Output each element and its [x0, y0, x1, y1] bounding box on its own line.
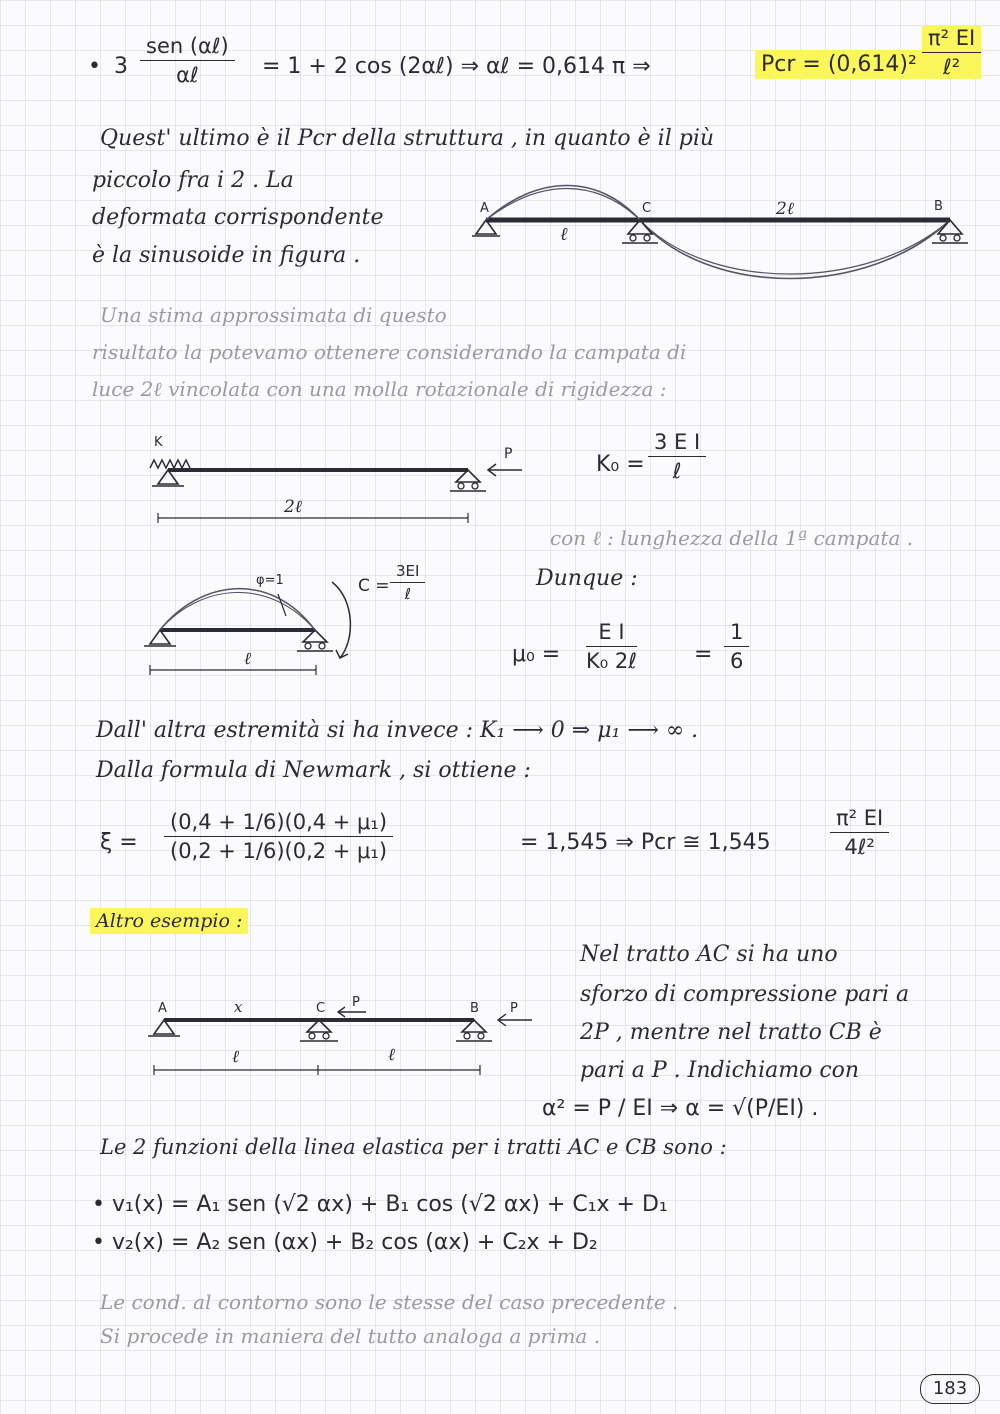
mu0-rden: 6	[730, 649, 744, 673]
fig1-label-2l: 2ℓ	[776, 199, 794, 219]
eq1-rhs: = 1 + 2 cos (2αℓ) ⇒ αℓ = 0,614 π ⇒	[262, 54, 651, 79]
xi-den: (0,2 + 1/6)(0,2 + μ₁)	[170, 839, 388, 863]
fig3-c-den: ℓ	[404, 585, 411, 603]
page-number: 183	[920, 1374, 980, 1404]
fig1-label-b: B	[934, 199, 943, 214]
mu0-eq: =	[694, 642, 713, 667]
eq1-pcr-den: ℓ²	[943, 55, 961, 79]
k0-den: ℓ	[672, 459, 682, 483]
fig1-label-c: C	[642, 201, 652, 216]
k0-lhs: K₀ =	[596, 452, 645, 477]
para4-line4: pari a P . Indichiamo con	[580, 1058, 860, 1083]
fig4-label-a: A	[158, 1001, 167, 1016]
para2-line1: Una stima approssimata di questo	[100, 303, 447, 327]
fig3-label-c: C =	[358, 576, 390, 596]
fig4-label-p1: P	[352, 995, 360, 1010]
eq1-frac-num: sen (αℓ)	[140, 34, 235, 61]
mu0-lhs: μ₀ =	[512, 642, 561, 667]
para2-line3: luce 2ℓ vincolata con una molla rotazionale di rigidezza :	[92, 377, 667, 401]
altro-esempio: Altro esempio :	[90, 908, 248, 934]
eq1-coef: 3	[114, 54, 128, 79]
xi-pden: 4ℓ²	[844, 835, 875, 859]
bullet: •	[88, 54, 101, 79]
figure-sinusoid-beam	[468, 180, 988, 290]
para4-line3: 2P , mentre nel tratto CB è	[580, 1020, 882, 1045]
eq1-pcr-num: π² EI	[922, 26, 981, 53]
figure-spring-beam	[128, 430, 528, 530]
fig4-label-l2: ℓ	[388, 1045, 396, 1065]
para5-line1: Le 2 funzioni della linea elastica per i tratti AC e CB sono :	[100, 1135, 727, 1159]
para3-line1: Dall' altra estremità si ha invece : K₁ ⟶ 0 ⇒ μ₁ ⟶ ∞ .	[96, 718, 699, 743]
para1-line2: piccolo fra i 2 . La	[92, 168, 294, 193]
fig4-label-l1: ℓ	[232, 1047, 240, 1067]
para6-line2: Si procede in maniera del tutto analoga a prima .	[100, 1324, 601, 1348]
figure-two-span-beam	[140, 995, 540, 1088]
fig2-label-p: P	[504, 446, 513, 462]
para3-line2: Dalla formula di Newmark , si ottiene :	[96, 758, 531, 783]
mu0-num: E I	[586, 620, 637, 647]
fig4-label-b: B	[470, 1001, 479, 1016]
xi-result: = 1,545 ⇒ Pcr ≅ 1,545	[520, 830, 771, 855]
fig2-label-span: 2ℓ	[284, 497, 302, 517]
k0-num: 3 E I	[648, 430, 706, 457]
para4-line2: sforzo di compressione pari a	[580, 982, 910, 1007]
xi-pnum: π² EI	[830, 806, 889, 833]
fig4-label-c: C	[316, 1001, 326, 1016]
para4-line5: α² = P / EI ⇒ α = √(P/EI) .	[542, 1096, 819, 1121]
con-line: con ℓ : lunghezza della 1ª campata .	[550, 526, 914, 550]
para6-line1: Le cond. al contorno sono le stesse del caso precedente .	[100, 1290, 679, 1314]
xi-pcr-fraction	[830, 806, 889, 859]
v2-equation: • v₂(x) = A₂ sen (αx) + B₂ cos (αx) + C₂x + D₂	[92, 1230, 598, 1255]
fig3-label-l: ℓ	[244, 649, 252, 669]
fig3-c-fraction	[390, 562, 425, 603]
fig1-label-l: ℓ	[560, 224, 568, 245]
eq1-pcr-fraction	[922, 26, 981, 79]
fig2-label-k: K	[154, 435, 163, 450]
para4-line1: Nel tratto AC si ha uno	[580, 942, 838, 967]
v1-equation: • v₁(x) = A₁ sen (√2 αx) + B₁ cos (√2 αx) + C₁x + D₁	[92, 1192, 668, 1217]
mu0-rnum: 1	[724, 620, 749, 647]
dunque: Dunque :	[536, 566, 638, 591]
eq1-pcr-label: Pcr = (0,614)²	[755, 50, 923, 79]
k0-fraction	[648, 430, 706, 483]
fig1-label-a: A	[480, 201, 489, 216]
xi-num: (0,4 + 1/6)(0,4 + μ₁)	[164, 810, 393, 837]
para1-line4: è la sinusoide in figura .	[92, 243, 361, 268]
fig3-c-num: 3EI	[390, 562, 425, 583]
para1-line3: deformata corrispondente	[92, 205, 384, 230]
mu0-fraction	[586, 620, 637, 673]
mu0-result	[724, 620, 749, 673]
eq1-frac-den: αℓ	[176, 63, 199, 87]
eq1-fraction	[140, 34, 235, 87]
para1-line1: Quest' ultimo è il Pcr della struttura , in quanto è il più	[100, 126, 715, 151]
para2-line2: risultato la potevamo ottenere considerando la campata di	[92, 340, 687, 364]
fig4-label-x: x	[234, 998, 243, 1016]
xi-lhs: ξ =	[100, 830, 138, 855]
fig4-label-p2: P	[510, 1001, 518, 1016]
mu0-den: K₀ 2ℓ	[586, 649, 637, 673]
xi-fraction	[164, 810, 393, 863]
fig3-label-phi: φ=1	[256, 573, 284, 588]
